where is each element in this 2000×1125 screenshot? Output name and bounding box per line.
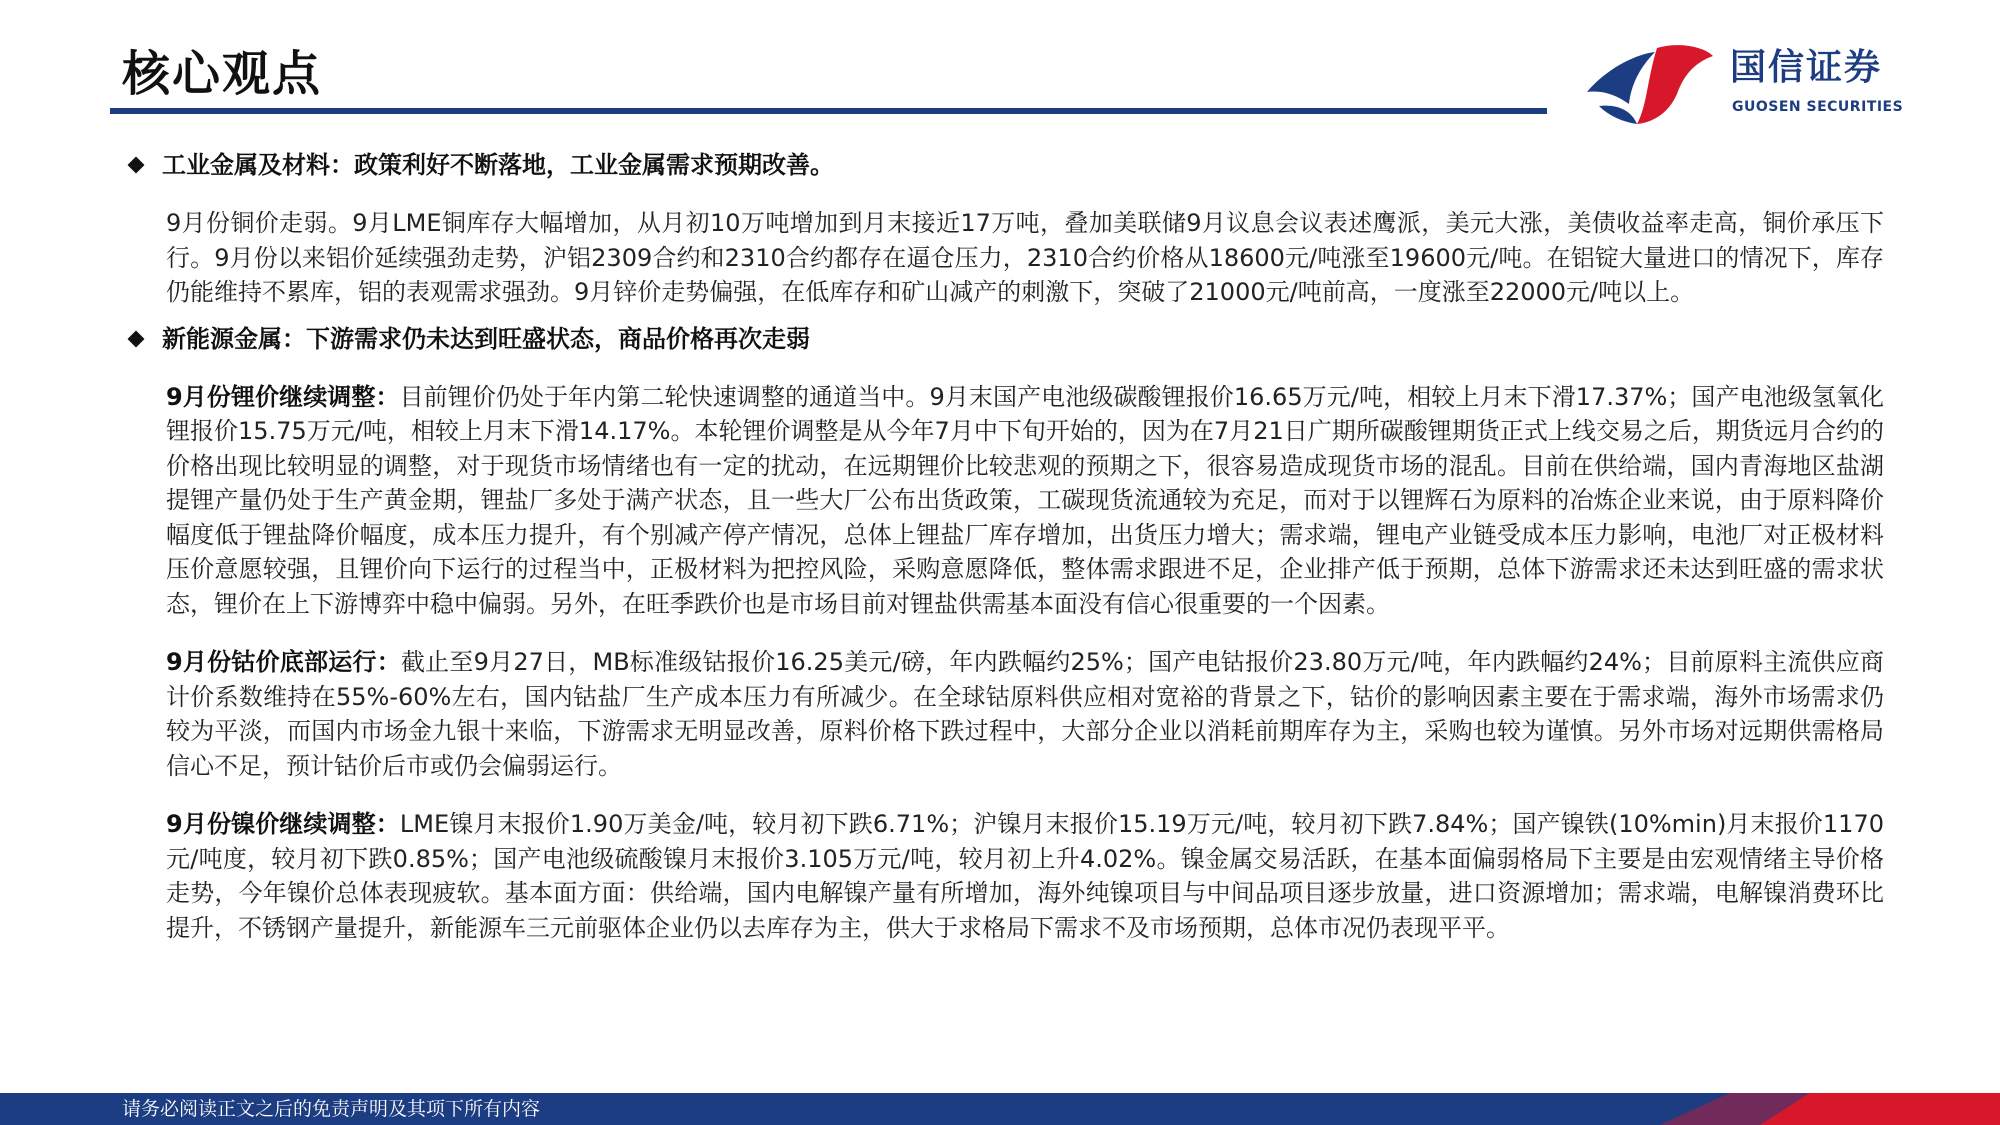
paragraph-text: 目前锂价仍处于年内第二轮快速调整的通道当中。9月末国产电池级碳酸锂报价16.65万元/吨，相较上月末下滑17.37%；国产电池级氢氧化锂报价15.75万元/吨，相较上月末下滑14.17%。本轮锂价调整是从今年7月中下旬开始的，因为在7月21日广期所碳酸锂期货正式上线交易之后，期货远月合约的价格出现比较明显的调整，对于现货市场情绪也有一定的扰动，在远期锂价比较悲观的预期之下，很容易造成现货市场的混乱。目前在供给端，国内青海地区盐湖提锂产量仍处于生产黄金期，锂盐厂多处于满产状态，且一些大厂公布出货政策，工碳现货流通较为充足，而对于以锂辉石为原料的冶炼企业来说，由于原料降价幅度低于锂盐降价幅度，成本压力提升，有个别减产停产情况，总体上锂盐厂库存增加，出货压力增大；需求端，锂电产业链受成本压力影响，电池厂对正极材料压价意愿较强，且锂价向下运行的过程当中，正极材料为把控风险，采购意愿降低，整体需求跟进不足，企业排产低于预期，总体下游需求还未达到旺盛的需求状态，锂价在上下游博弈中稳中偏弱。另外，在旺季跌价也是市场目前对锂盐供需基本面没有信心很重要的一个因素。 (166, 382, 1885, 618)
paragraph-copper-aluminum-zinc (166, 206, 1884, 310)
footer-accent-stripe (1580, 1093, 2000, 1125)
title-divider (110, 108, 1547, 114)
section-heading (122, 322, 1884, 356)
footer-bar (0, 1093, 2000, 1125)
main-content (122, 148, 1884, 957)
paragraph-lithium (166, 380, 1884, 622)
page-title: 核心观点 (122, 46, 323, 102)
footer-disclaimer: 请务必阅读正文之后的免责声明及其项下所有内容 (122, 1098, 541, 1120)
paragraph-text: 截止至9月27日，MB标准级钴报价16.25美元/磅，年内跌幅约25%；国产电钴报价23.80万元/吨，年内跌幅约24%；目前原料主流供应商计价系数维持在55%-60%左右，国内钴盐厂生产成本压力有所减少。在全球钴原料供应相对宽裕的背景之下，钴价的影响因素主要在于需求端，海外市场需求仍较为平淡，而国内市场金九银十来临，下游需求无明显改善，原料价格下跌过程中，大部分企业以消耗前期库存为主，采购也较为谨慎。另外市场对远期供需格局信心不足，预计钴价后市或仍会偏弱运行。 (166, 648, 1884, 780)
paragraph-lead: 9月份镍价继续调整： (166, 810, 400, 838)
paragraph-lead: 9月份钴价底部运行： (166, 648, 401, 676)
logo-name-cn: 国信证券 (1730, 47, 1883, 88)
paragraph-nickel (166, 807, 1884, 945)
section-industrial-metals (122, 148, 1884, 310)
paragraph-text: LME镍月末报价1.90万美金/吨，较月初下跌6.71%；沪镍月末报价15.19万元/吨，较月初下跌7.84%；国产镍铁(10%min)月末报价1170元/吨度，较月初下跌0.85%；国产电池级硫酸镍月末报价3.105万元/吨，较月初上升4.02%。镍金属交易活跃，在基本面偏弱格局下主要是由宏观情绪主导价格走势，今年镍价总体表现疲软。基本面方面：供给端，国内电解镍产量有所增加，海外纯镍项目与中间品项目逐步放量，进口资源增加；需求端，电解镍消费环比提升，不锈钢产量提升，新能源车三元前驱体企业仍以去库存为主，供大于求格局下需求不及市场预期，总体市况仍表现平平。 (166, 810, 1884, 942)
section-heading (122, 148, 1884, 182)
paragraph-cobalt (166, 645, 1884, 783)
guosen-logo (1585, 40, 1905, 125)
paragraph-lead: 9月份锂价继续调整： (166, 382, 400, 411)
section-new-energy-metals (122, 322, 1884, 946)
guosen-logo-icon (1585, 40, 1715, 125)
section-heading-text: 新能源金属：下游需求仍未达到旺盛状态，商品价格再次走弱 (162, 324, 810, 353)
paragraph-text: 9月份铜价走弱。9月LME铜库存大幅增加，从月初10万吨增加到月末接近17万吨，叠加美联储9月议息会议表述鹰派，美元大涨，美债收益率走高，铜价承压下行。9月份以来铝价延续强劲走势，沪铝2309合约和2310合约都存在逼仓压力，2310合约价格从18600元/吨涨至19600元/吨。在铝锭大量进口的情况下，库存仍能维持不累库，铝的表观需求强劲。9月锌价走势偏强，在低库存和矿山减产的刺激下，突破了21000元/吨前高，一度涨至22000元/吨以上。 (166, 209, 1884, 306)
logo-name-en: GUOSEN SECURITIES (1732, 99, 1904, 115)
diamond-bullet-icon (128, 330, 145, 347)
diamond-bullet-icon (128, 157, 145, 174)
section-heading-text: 工业金属及材料：政策利好不断落地，工业金属需求预期改善。 (162, 151, 834, 179)
